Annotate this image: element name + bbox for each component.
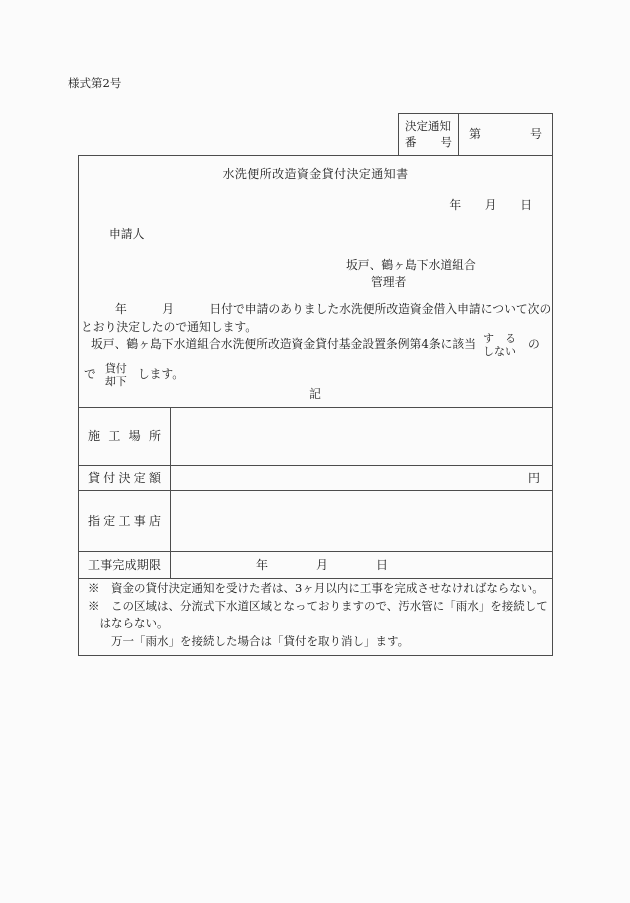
body-paragraph-1-line-2: とおり決定したので通知します。	[81, 319, 258, 334]
record-heading: 記	[309, 387, 322, 401]
issue-date-line: 年 月 日	[449, 198, 532, 212]
note-line-3: はならない。	[88, 616, 169, 630]
table-row-designated-contractor	[79, 490, 552, 551]
notice-number-prefix: 第	[469, 127, 482, 142]
body-paragraph-2-line-2-tail: します。	[137, 367, 185, 382]
decision-choice-stack	[105, 362, 127, 388]
row-label-loan-amount: 貸付決定額	[79, 466, 171, 490]
note-line-2: ※ この区域は、分流式下水道区域となっておりますので、汚水管に「雨水」を接続して	[88, 598, 548, 613]
applicability-choice-stack	[483, 332, 516, 358]
notes-section	[79, 578, 552, 655]
row-value-completion-deadline: 年 月 日	[256, 557, 389, 572]
row-label-designated-contractor: 指定工事店	[79, 491, 171, 551]
notification-body	[78, 155, 553, 656]
decision-notice-number-box	[398, 113, 553, 155]
row-label-construction-site: 施工場所	[79, 408, 171, 465]
applicant-label: 申請人	[109, 227, 145, 241]
issuer-organization: 坂戸、鶴ヶ島下水道組合	[346, 258, 476, 272]
notice-number-value	[459, 114, 552, 155]
body-paragraph-2-line-2	[84, 362, 184, 388]
notice-number-label	[399, 114, 459, 155]
body-paragraph-1	[81, 301, 551, 336]
decision-choice-bottom: 却下	[104, 375, 127, 388]
row-label-completion-deadline: 工事完成期限	[79, 552, 171, 578]
body-paragraph-2-line-1	[91, 332, 540, 358]
body-paragraph-2-tail: の	[528, 337, 540, 352]
applicability-choice-bottom: しない	[483, 345, 517, 358]
body-paragraph-2-line-2-head: で	[84, 367, 96, 382]
table-row-construction-site	[79, 407, 552, 465]
row-value-designated-contractor	[171, 491, 552, 551]
table-row-completion-deadline	[79, 551, 552, 578]
form-code: 様式第2号	[68, 76, 122, 90]
body-paragraph-1-line-1: 年 月 日付で申請のありました水洗便所改造資金借入申請について次の	[115, 302, 552, 316]
applicability-choice-top: す る	[483, 332, 517, 345]
body-paragraph-2-main: 坂戸、鶴ヶ島下水道組合水洗便所改造資金貸付基金設置条例第4条に該当	[91, 337, 477, 352]
row-value-construction-site	[171, 408, 552, 465]
decision-choice-top: 貸付	[104, 362, 127, 375]
notice-number-label-line2: 番号	[405, 135, 452, 149]
issuer-title: 管理者	[371, 275, 407, 289]
document-header-section	[79, 156, 552, 407]
issuer-block	[346, 257, 476, 291]
document-title: 水洗便所改造資金貸付決定通知書	[222, 167, 409, 181]
row-value-loan-amount: 円	[527, 470, 540, 485]
notice-number-suffix: 号	[529, 127, 542, 142]
note-line-1: ※ 資金の貸付決定通知を受けた者は、3ヶ月以内に工事を完成させなければならない。	[88, 581, 544, 595]
notice-number-label-line1: 決定通知	[405, 119, 451, 133]
table-row-loan-amount	[79, 465, 552, 490]
note-line-4: 万一「雨水」を接続した場合は「貸付を取り消し」ます。	[88, 633, 410, 648]
